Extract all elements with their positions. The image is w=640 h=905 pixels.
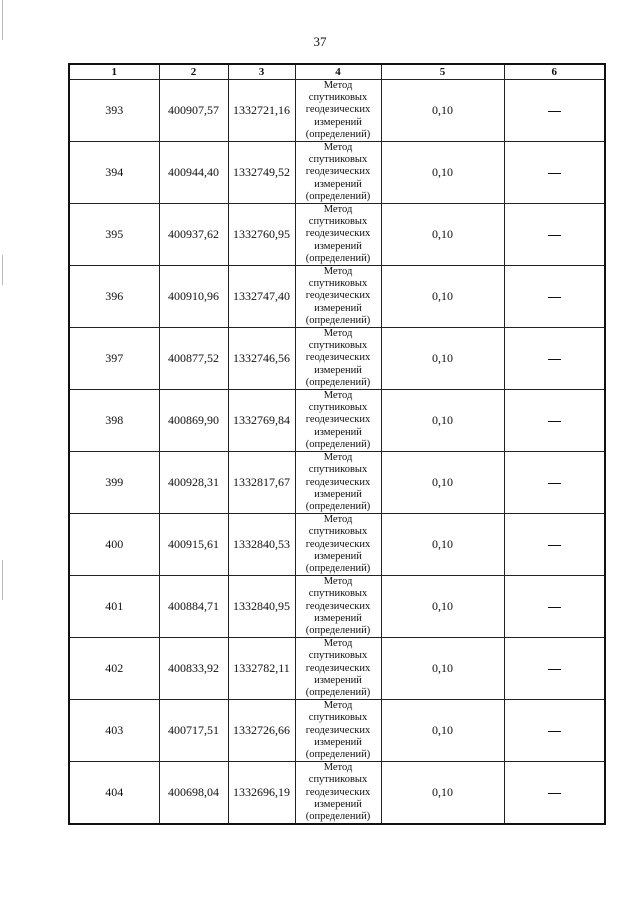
- method-line: Метод: [323, 142, 353, 154]
- method-cell: [295, 204, 381, 266]
- y-coordinate-cell: 1332746,56: [228, 328, 295, 390]
- method-line: геодезических: [305, 662, 371, 674]
- dash-mark: [548, 545, 561, 546]
- method-line: (определений): [305, 562, 371, 574]
- method-line: измерений: [314, 550, 362, 562]
- dash-mark: [548, 607, 561, 608]
- dash-mark: [548, 483, 561, 484]
- method-line: геодезических: [305, 104, 371, 116]
- method-line: (определений): [305, 624, 371, 636]
- method-line: (определений): [305, 128, 371, 140]
- dash-mark: [548, 669, 561, 670]
- point-number-cell: 401: [69, 576, 159, 638]
- dash-mark: [548, 111, 561, 112]
- page-number: 37: [313, 34, 327, 49]
- accuracy-cell: 0,10: [381, 328, 504, 390]
- method-line: спутниковых: [308, 92, 368, 104]
- method-line: геодезических: [305, 414, 371, 426]
- method-line: Метод: [323, 328, 353, 340]
- note-cell: [504, 514, 605, 576]
- column-header-5: 5: [381, 64, 504, 80]
- x-coordinate-cell: 400833,92: [159, 638, 228, 700]
- y-coordinate-cell: 1332696,19: [228, 762, 295, 825]
- note-cell: [504, 142, 605, 204]
- point-number-cell: 403: [69, 700, 159, 762]
- accuracy-cell: 0,10: [381, 514, 504, 576]
- method-line: геодезических: [305, 166, 371, 178]
- y-coordinate-cell: 1332747,40: [228, 266, 295, 328]
- method-line: спутниковых: [308, 774, 368, 786]
- table-row: [69, 266, 605, 328]
- method-line: (определений): [305, 376, 371, 388]
- scan-edge-mark: [2, 560, 3, 600]
- method-line: измерений: [314, 674, 362, 686]
- method-line: измерений: [314, 612, 362, 624]
- method-line: (определений): [305, 810, 371, 822]
- method-line: спутниковых: [308, 650, 368, 662]
- method-line: Метод: [323, 576, 353, 588]
- method-cell: [295, 638, 381, 700]
- column-header-6: 6: [504, 64, 605, 80]
- method-line: Метод: [323, 80, 353, 91]
- point-number-cell: 395: [69, 204, 159, 266]
- method-line: измерений: [314, 736, 362, 748]
- table-row: [69, 328, 605, 390]
- x-coordinate-cell: 400928,31: [159, 452, 228, 514]
- method-cell: [295, 328, 381, 390]
- table-row: [69, 762, 605, 825]
- table-row: [69, 204, 605, 266]
- method-line: измерений: [314, 116, 362, 128]
- x-coordinate-cell: 400698,04: [159, 762, 228, 825]
- point-number-cell: 393: [69, 80, 159, 142]
- column-header-2: 2: [159, 64, 228, 80]
- method-line: Метод: [323, 762, 353, 774]
- method-cell: [295, 80, 381, 142]
- method-cell: [295, 762, 381, 825]
- method-line: (определений): [305, 252, 371, 264]
- method-line: Метод: [323, 266, 353, 278]
- point-number-cell: 404: [69, 762, 159, 825]
- y-coordinate-cell: 1332760,95: [228, 204, 295, 266]
- method-cell: [295, 452, 381, 514]
- note-cell: [504, 576, 605, 638]
- accuracy-cell: 0,10: [381, 576, 504, 638]
- dash-mark: [548, 173, 561, 174]
- table-row: [69, 514, 605, 576]
- header-row: [69, 64, 605, 80]
- method-line: Метод: [323, 452, 353, 464]
- table-row: [69, 142, 605, 204]
- note-cell: [504, 204, 605, 266]
- method-line: спутниковых: [308, 216, 368, 228]
- dash-mark: [548, 359, 561, 360]
- method-line: Метод: [323, 204, 353, 216]
- point-number-cell: 402: [69, 638, 159, 700]
- dash-mark: [548, 793, 561, 794]
- column-header-4: 4: [295, 64, 381, 80]
- method-line: спутниковых: [308, 526, 368, 538]
- x-coordinate-cell: 400910,96: [159, 266, 228, 328]
- method-line: Метод: [323, 700, 353, 712]
- accuracy-cell: 0,10: [381, 80, 504, 142]
- method-line: (определений): [305, 748, 371, 760]
- note-cell: [504, 452, 605, 514]
- coordinates-table: [68, 63, 606, 825]
- method-line: спутниковых: [308, 340, 368, 352]
- method-line: геодезических: [305, 228, 371, 240]
- dash-mark: [548, 235, 561, 236]
- x-coordinate-cell: 400937,62: [159, 204, 228, 266]
- x-coordinate-cell: 400717,51: [159, 700, 228, 762]
- point-number-cell: 398: [69, 390, 159, 452]
- method-line: (определений): [305, 314, 371, 326]
- table-row: [69, 638, 605, 700]
- y-coordinate-cell: 1332840,95: [228, 576, 295, 638]
- note-cell: [504, 390, 605, 452]
- y-coordinate-cell: 1332721,16: [228, 80, 295, 142]
- y-coordinate-cell: 1332782,11: [228, 638, 295, 700]
- method-line: измерений: [314, 240, 362, 252]
- y-coordinate-cell: 1332840,53: [228, 514, 295, 576]
- accuracy-cell: 0,10: [381, 204, 504, 266]
- method-line: измерений: [314, 426, 362, 438]
- method-line: (определений): [305, 438, 371, 450]
- method-line: (определений): [305, 190, 371, 202]
- accuracy-cell: 0,10: [381, 700, 504, 762]
- method-line: спутниковых: [308, 154, 368, 166]
- method-line: геодезических: [305, 538, 371, 550]
- accuracy-cell: 0,10: [381, 390, 504, 452]
- column-header-1: 1: [69, 64, 159, 80]
- method-line: геодезических: [305, 352, 371, 364]
- table-row: [69, 452, 605, 514]
- method-line: измерений: [314, 364, 362, 376]
- accuracy-cell: 0,10: [381, 266, 504, 328]
- y-coordinate-cell: 1332726,66: [228, 700, 295, 762]
- accuracy-cell: 0,10: [381, 638, 504, 700]
- table-row: [69, 80, 605, 142]
- x-coordinate-cell: 400907,57: [159, 80, 228, 142]
- accuracy-cell: 0,10: [381, 452, 504, 514]
- method-line: измерений: [314, 798, 362, 810]
- method-cell: [295, 142, 381, 204]
- note-cell: [504, 80, 605, 142]
- note-cell: [504, 638, 605, 700]
- method-line: спутниковых: [308, 402, 368, 414]
- x-coordinate-cell: 400877,52: [159, 328, 228, 390]
- method-cell: [295, 390, 381, 452]
- table-row: [69, 576, 605, 638]
- method-line: спутниковых: [308, 464, 368, 476]
- method-line: измерений: [314, 488, 362, 500]
- method-line: измерений: [314, 302, 362, 314]
- y-coordinate-cell: 1332769,84: [228, 390, 295, 452]
- method-line: спутниковых: [308, 278, 368, 290]
- table-body: [69, 80, 605, 825]
- method-line: Метод: [323, 638, 353, 650]
- method-line: (определений): [305, 686, 371, 698]
- method-cell: [295, 576, 381, 638]
- y-coordinate-cell: 1332749,52: [228, 142, 295, 204]
- table-row: [69, 700, 605, 762]
- method-line: измерений: [314, 178, 362, 190]
- method-line: Метод: [323, 514, 353, 526]
- method-line: геодезических: [305, 600, 371, 612]
- column-header-3: 3: [228, 64, 295, 80]
- y-coordinate-cell: 1332817,67: [228, 452, 295, 514]
- point-number-cell: 396: [69, 266, 159, 328]
- method-line: геодезических: [305, 290, 371, 302]
- x-coordinate-cell: 400915,61: [159, 514, 228, 576]
- x-coordinate-cell: 400944,40: [159, 142, 228, 204]
- accuracy-cell: 0,10: [381, 142, 504, 204]
- accuracy-cell: 0,10: [381, 762, 504, 825]
- method-line: геодезических: [305, 724, 371, 736]
- point-number-cell: 397: [69, 328, 159, 390]
- method-line: (определений): [305, 500, 371, 512]
- note-cell: [504, 266, 605, 328]
- method-line: геодезических: [305, 786, 371, 798]
- dash-mark: [548, 297, 561, 298]
- method-cell: [295, 514, 381, 576]
- dash-mark: [548, 421, 561, 422]
- x-coordinate-cell: 400884,71: [159, 576, 228, 638]
- note-cell: [504, 762, 605, 825]
- dash-mark: [548, 731, 561, 732]
- method-cell: [295, 266, 381, 328]
- method-line: спутниковых: [308, 588, 368, 600]
- method-cell: [295, 700, 381, 762]
- note-cell: [504, 328, 605, 390]
- table-row: [69, 390, 605, 452]
- method-line: спутниковых: [308, 712, 368, 724]
- x-coordinate-cell: 400869,90: [159, 390, 228, 452]
- note-cell: [504, 700, 605, 762]
- point-number-cell: 394: [69, 142, 159, 204]
- method-line: Метод: [323, 390, 353, 402]
- scan-edge-mark: [2, 255, 3, 285]
- point-number-cell: 399: [69, 452, 159, 514]
- method-line: геодезических: [305, 476, 371, 488]
- point-number-cell: 400: [69, 514, 159, 576]
